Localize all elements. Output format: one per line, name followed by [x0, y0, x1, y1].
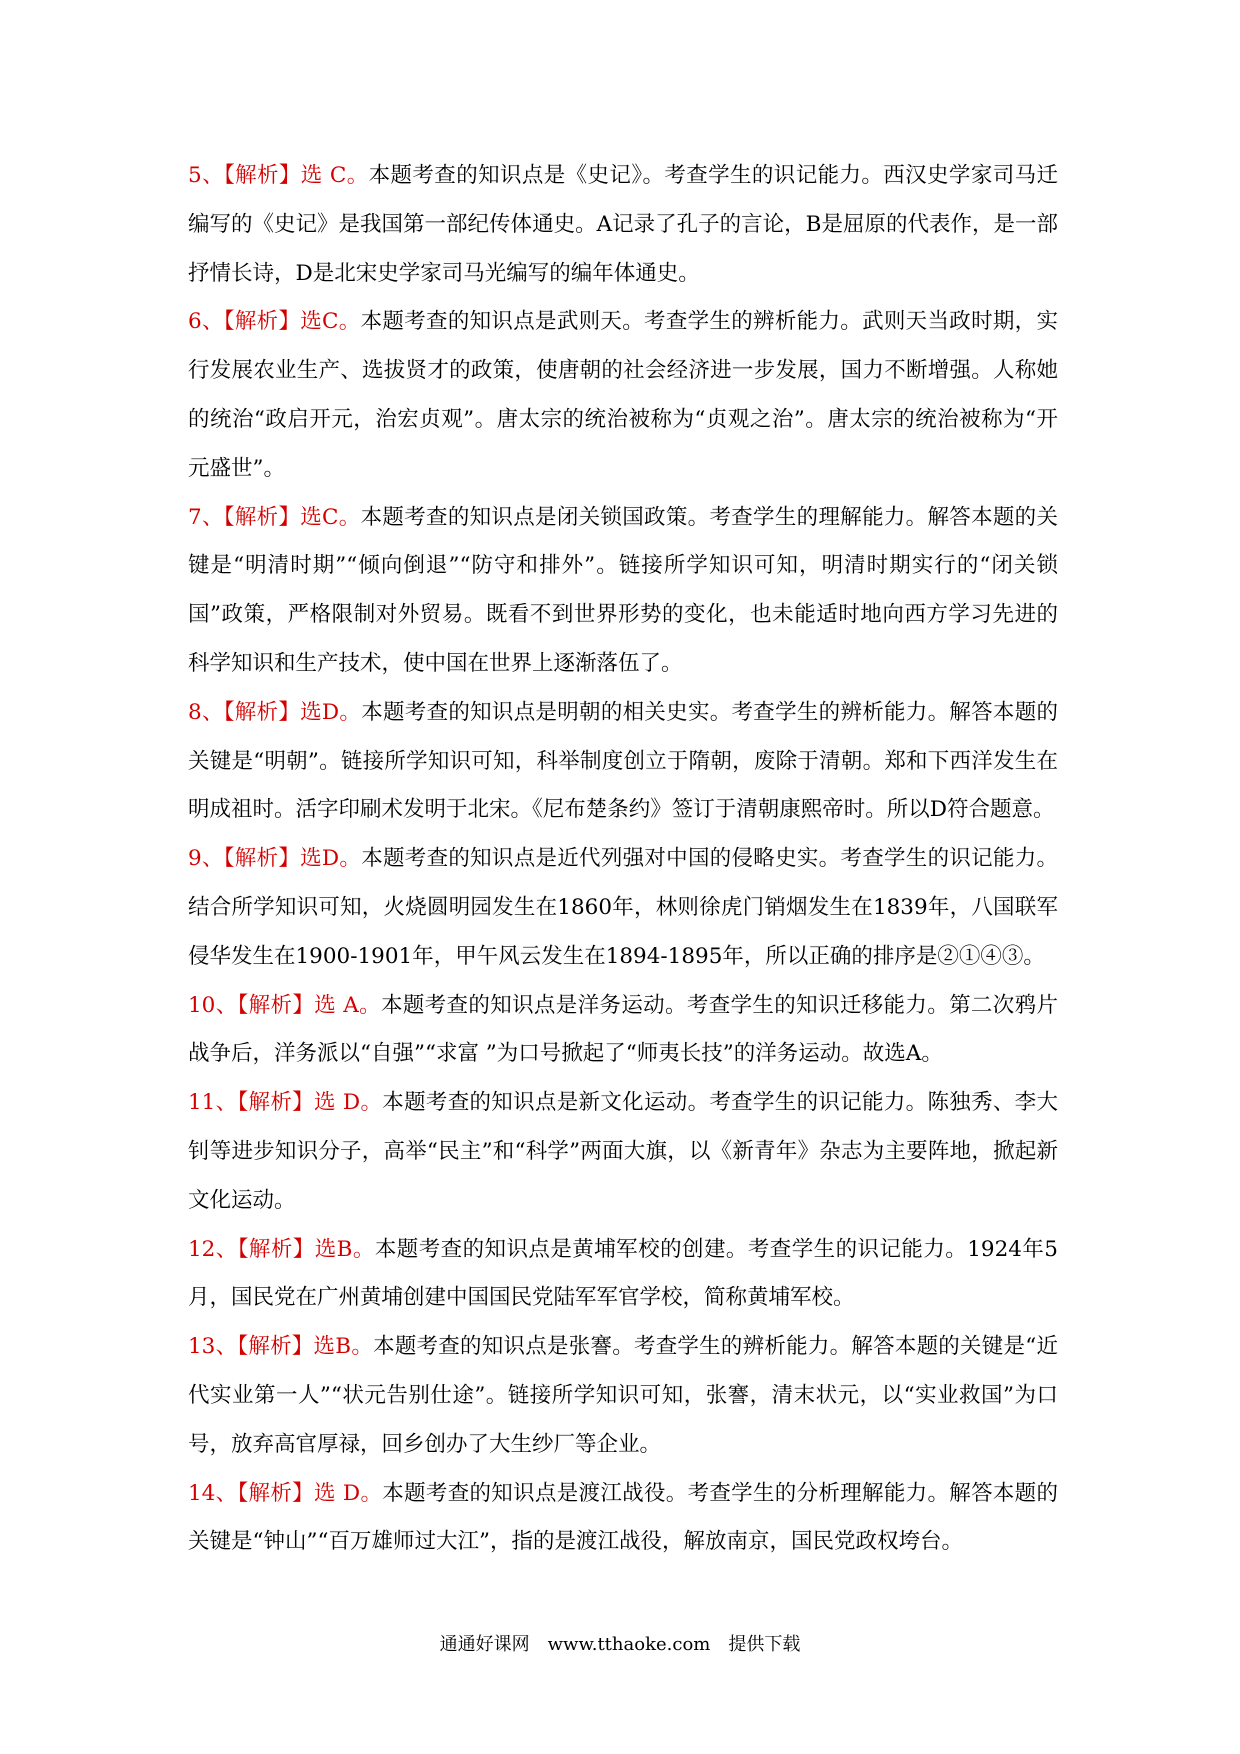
explanation-text: 本题考查的知识点是明朝的相关史实。考查学生的辨析能力。解答本题的关键是“明朝”。链接所学知识可知，科举制度创立于隋朝，废除于清朝。郑和下西洋发生在明成祖时。活字印刷术发明于北宋。《尼布楚条约》签订于清朝康熙帝时。所以D符合题意。 — [188, 699, 1058, 823]
explanation-text: 本题考查的知识点是渡江战役。考查学生的分析理解能力。解答本题的关键是“钟山”“百万雄师过大江”，指的是渡江战役，解放南京，国民党政权垮台。 — [188, 1480, 1058, 1555]
explanation-12 — [188, 1226, 1058, 1324]
explanation-6 — [188, 298, 1058, 493]
explanation-text: 本题考查的知识点是武则天。考查学生的辨析能力。武则天当政时期，实行发展农业生产、选拔贤才的政策，使唐朝的社会经济进一步发展，国力不断增强。人称她的统治“政启开元，治宏贞观”。唐太宗的统治被称为“贞观之治”。唐太宗的统治被称为“开元盛世”。 — [188, 309, 1058, 481]
explanation-label: 13、【解析】选B。 — [188, 1334, 374, 1360]
explanation-text: 本题考查的知识点是新文化运动。考查学生的识记能力。陈独秀、李大钊等进步知识分子，高举“民主”和“科学”两面大旗，以《新青年》杂志为主要阵地，掀起新文化运动。 — [188, 1090, 1058, 1213]
explanation-label: 10、【解析】选 A。 — [188, 992, 381, 1018]
explanation-label: 14、【解析】选 D。 — [188, 1480, 383, 1506]
explanation-label: 6、【解析】选C。 — [188, 309, 361, 335]
explanation-text: 本题考查的知识点是闭关锁国政策。考查学生的理解能力。解答本题的关键是“明清时期”“倾向倒退”“防守和排外”。链接所学知识可知，明清时期实行的“闭关锁国”政策，严格限制对外贸易。既看不到世界形势的变化，也未能适时地向西方学习先进的科学知识和生产技术，使中国在世界上逐渐落伍了。 — [188, 504, 1058, 676]
page-footer: 通通好课网 www.tthaoke.com 提供下载 — [439, 1634, 801, 1655]
explanation-13 — [188, 1323, 1058, 1469]
explanation-text: 本题考查的知识点是洋务运动。考查学生的知识迁移能力。第二次鸦片战争后，洋务派以“自强”“求富 ”为口号掀起了“师夷长技”的洋务运动。故选A。 — [188, 992, 1058, 1067]
explanation-label: 9、【解析】选D。 — [188, 846, 362, 872]
explanation-label: 5、【解析】选 C。 — [188, 163, 369, 188]
explanation-9 — [188, 835, 1058, 981]
answer-explanations — [188, 152, 1058, 1567]
explanation-label: 7、【解析】选C。 — [188, 504, 361, 530]
explanation-7 — [188, 494, 1058, 689]
explanation-text: 本题考查的知识点是《史记》。考查学生的识记能力。西汉史学家司马迁编写的《史记》是我国第一部纪传体通史。A记录了孔子的言论，B是屈原的代表作，是一部抒情长诗，D是北宋史学家司马光编写的编年体通史。 — [188, 163, 1058, 286]
explanation-5 — [188, 152, 1058, 298]
explanation-10 — [188, 982, 1058, 1080]
explanation-8 — [188, 689, 1058, 835]
explanation-11 — [188, 1079, 1058, 1225]
explanation-14 — [188, 1470, 1058, 1568]
explanation-label: 8、【解析】选D。 — [188, 699, 362, 725]
explanation-text: 本题考查的知识点是近代列强对中国的侵略史实。考查学生的识记能力。结合所学知识可知，火烧圆明园发生在1860年，林则徐虎门销烟发生在1839年，八国联军侵华发生在1900-1901年，甲午风云发生在1894-1895年，所以正确的排序是②①④③。 — [188, 846, 1058, 969]
explanation-label: 12、【解析】选B。 — [188, 1236, 375, 1262]
explanation-text: 本题考查的知识点是张謇。考查学生的辨析能力。解答本题的关键是“近代实业第一人”“状元告别仕途”。链接所学知识可知，张謇，清末状元，以“实业救国”为口号，放弃高官厚禄，回乡创办了大生纱厂等企业。 — [188, 1334, 1058, 1457]
explanation-label: 11、【解析】选 D。 — [188, 1090, 383, 1116]
explanation-text: 本题考查的知识点是黄埔军校的创建。考查学生的识记能力。1924年5月，国民党在广州黄埔创建中国国民党陆军军官学校，简称黄埔军校。 — [188, 1236, 1058, 1311]
